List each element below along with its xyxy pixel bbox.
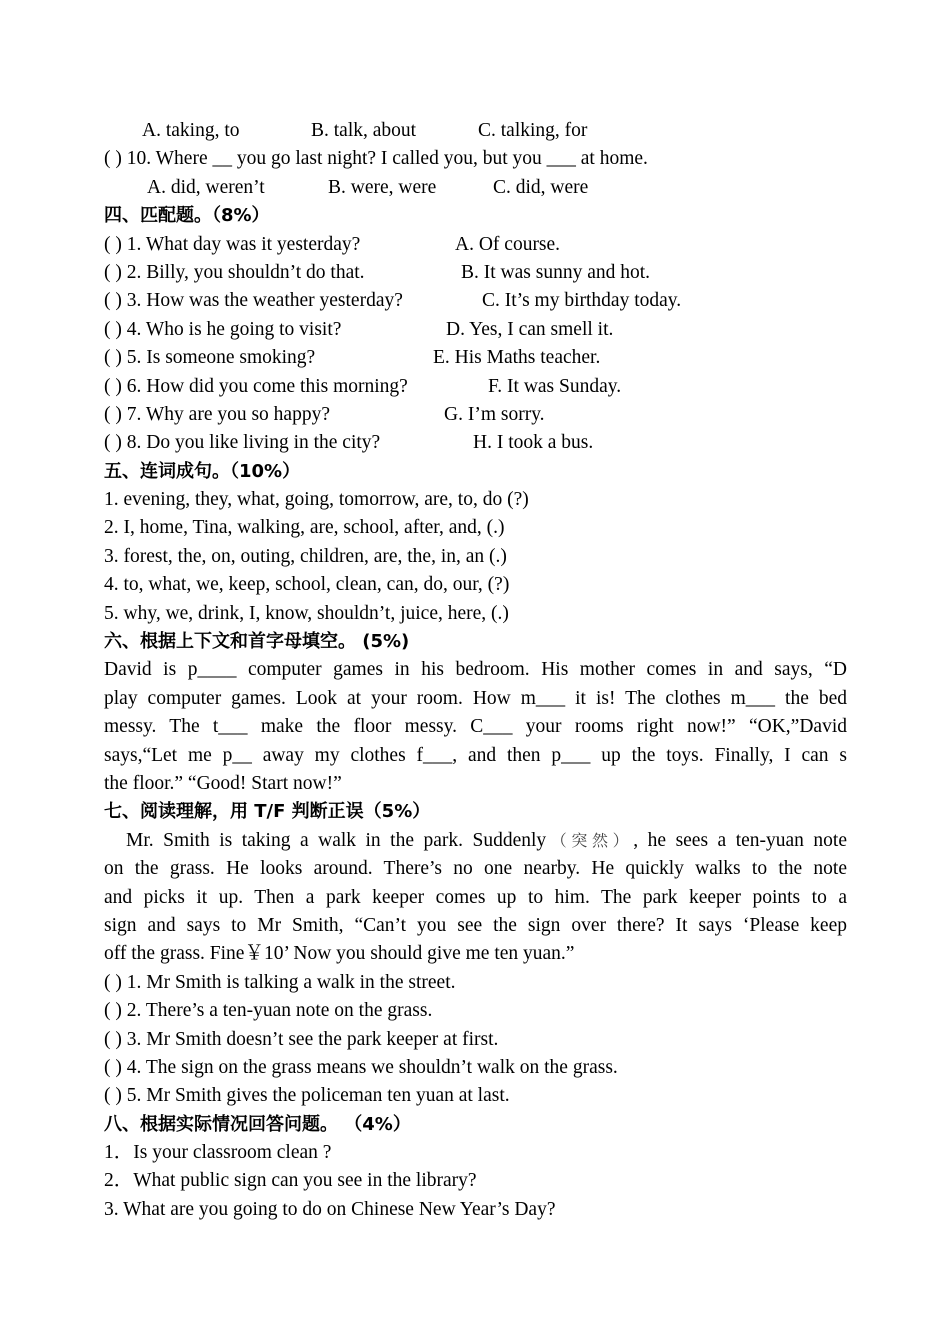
match-row: [104, 373, 847, 401]
option-c: C. did, were: [493, 176, 589, 198]
tf-item: ( ) 4. The sign on the grass means we shouldn’t walk on the grass.: [104, 1056, 618, 1078]
match-row: [104, 316, 847, 344]
option-a: A. taking, to: [142, 120, 240, 141]
option-b: B. were, were: [328, 176, 437, 198]
answer-question: 1．Is your classroom clean ?: [104, 1142, 332, 1164]
cloze-line: David is p____ computer games in his bedroom. His mother comes in and says, “D: [104, 659, 847, 681]
reading-passage-line: off the grass. Fine￥10’ Now you should give me ten yuan.”: [104, 943, 575, 965]
match-question: ( ) 1. What day was it yesterday?: [104, 233, 361, 255]
section-8-title: 八、根据实际情况回答问题。 （4%）: [104, 1113, 411, 1135]
tf-item: ( ) 3. Mr Smith doesn’t see the park keeper at first.: [104, 1028, 499, 1050]
cloze-line: play computer games. Look at your room. How m___ it is! The clothes m___ the bed: [104, 687, 847, 709]
match-question: ( ) 7. Why are you so happy?: [104, 403, 330, 425]
match-answer: A. Of course.: [455, 233, 561, 255]
match-answer: G. I’m sorry.: [444, 403, 545, 425]
match-answer: C. It’s my birthday today.: [482, 290, 682, 312]
annotation: （突然）: [546, 830, 634, 850]
tf-item: ( ) 5. Mr Smith gives the policeman ten yuan at last.: [104, 1085, 510, 1107]
match-question: ( ) 4. Who is he going to visit?: [104, 318, 342, 340]
worksheet-page: [104, 117, 847, 1224]
match-question: ( ) 8. Do you like living in the city?: [104, 432, 381, 454]
section-7-title: 七、阅读理解，用 T/F 判断正误（5%）: [104, 801, 431, 823]
match-row: [104, 231, 847, 259]
q10-stem: ( ) 10. Where __ you go last night? I called you, but you ___ at home.: [104, 148, 648, 170]
match-question: ( ) 2. Billy, you shouldn’t do that.: [104, 261, 365, 283]
match-answer: E. His Maths teacher.: [433, 347, 601, 369]
option-a: A. did, weren’t: [147, 176, 265, 198]
word-order-item: 5. why, we, drink, I, know, shouldn’t, juice, here, (.): [104, 602, 509, 624]
section-4-title: 四、匹配题。（8%）: [104, 205, 270, 227]
tf-item: ( ) 1. Mr Smith is talking a walk in the street.: [104, 971, 456, 993]
match-answer: D. Yes, I can smell it.: [446, 318, 614, 340]
section-6-title: 六、根据上下文和首字母填空。 (5%): [104, 631, 410, 653]
reading-passage-line: and picks it up. Then a park keeper comes up to him. The park keeper points to a: [104, 886, 847, 908]
word-order-item: 1. evening, they, what, going, tomorrow, are, to, do (?): [104, 489, 529, 511]
answer-question: 2．What public sign can you see in the library?: [104, 1170, 477, 1192]
match-answer: F. It was Sunday.: [488, 375, 622, 397]
word-order-item: 3. forest, the, on, outing, children, are, the, in, an (.): [104, 545, 507, 567]
answer-question: 3. What are you going to do on Chinese New Year’s Day?: [104, 1198, 556, 1220]
match-row: [104, 287, 847, 315]
q10-options: [104, 174, 847, 202]
cloze-line: the floor.” “Good! Start now!”: [104, 772, 342, 794]
match-question: ( ) 5. Is someone smoking?: [104, 347, 316, 369]
word-order-item: 2. I, home, Tina, walking, are, school, after, and, (.): [104, 517, 505, 539]
match-row: [104, 401, 847, 429]
match-row: [104, 429, 847, 457]
reading-passage-line: sign and says to Mr Smith, “Can’t you see the sign over there? It says ‘Please keep: [104, 914, 847, 936]
word-order-item: 4. to, what, we, keep, school, clean, can, do, our, (?): [104, 574, 510, 596]
match-answer: H. I took a bus.: [473, 432, 594, 454]
cloze-line: messy. The t___ make the floor messy. C___ your rooms right now!” “OK,”David: [104, 716, 847, 738]
tf-item: ( ) 2. There’s a ten-yuan note on the grass.: [104, 1000, 433, 1022]
reading-passage-line: Mr. Smith is taking a walk in the park. Suddenly（突然）, he sees a ten-yuan note: [126, 829, 847, 851]
option-c: C. talking, for: [478, 120, 588, 141]
option-b: B. talk, about: [311, 120, 417, 141]
cloze-line: says,“Let me p__ away my clothes f___, and then p___ up the toys. Finally, I can s: [104, 744, 847, 766]
match-question: ( ) 6. How did you come this morning?: [104, 375, 408, 397]
match-row: [104, 344, 847, 372]
match-row: [104, 259, 847, 287]
match-answer: B. It was sunny and hot.: [461, 261, 651, 283]
match-question: ( ) 3. How was the weather yesterday?: [104, 290, 403, 312]
section-5-title: 五、连词成句。（10%）: [104, 460, 301, 482]
reading-passage-line: on the grass. He looks around. There’s no one nearby. He quickly walks to the note: [104, 858, 847, 880]
q9-options: [104, 117, 847, 145]
